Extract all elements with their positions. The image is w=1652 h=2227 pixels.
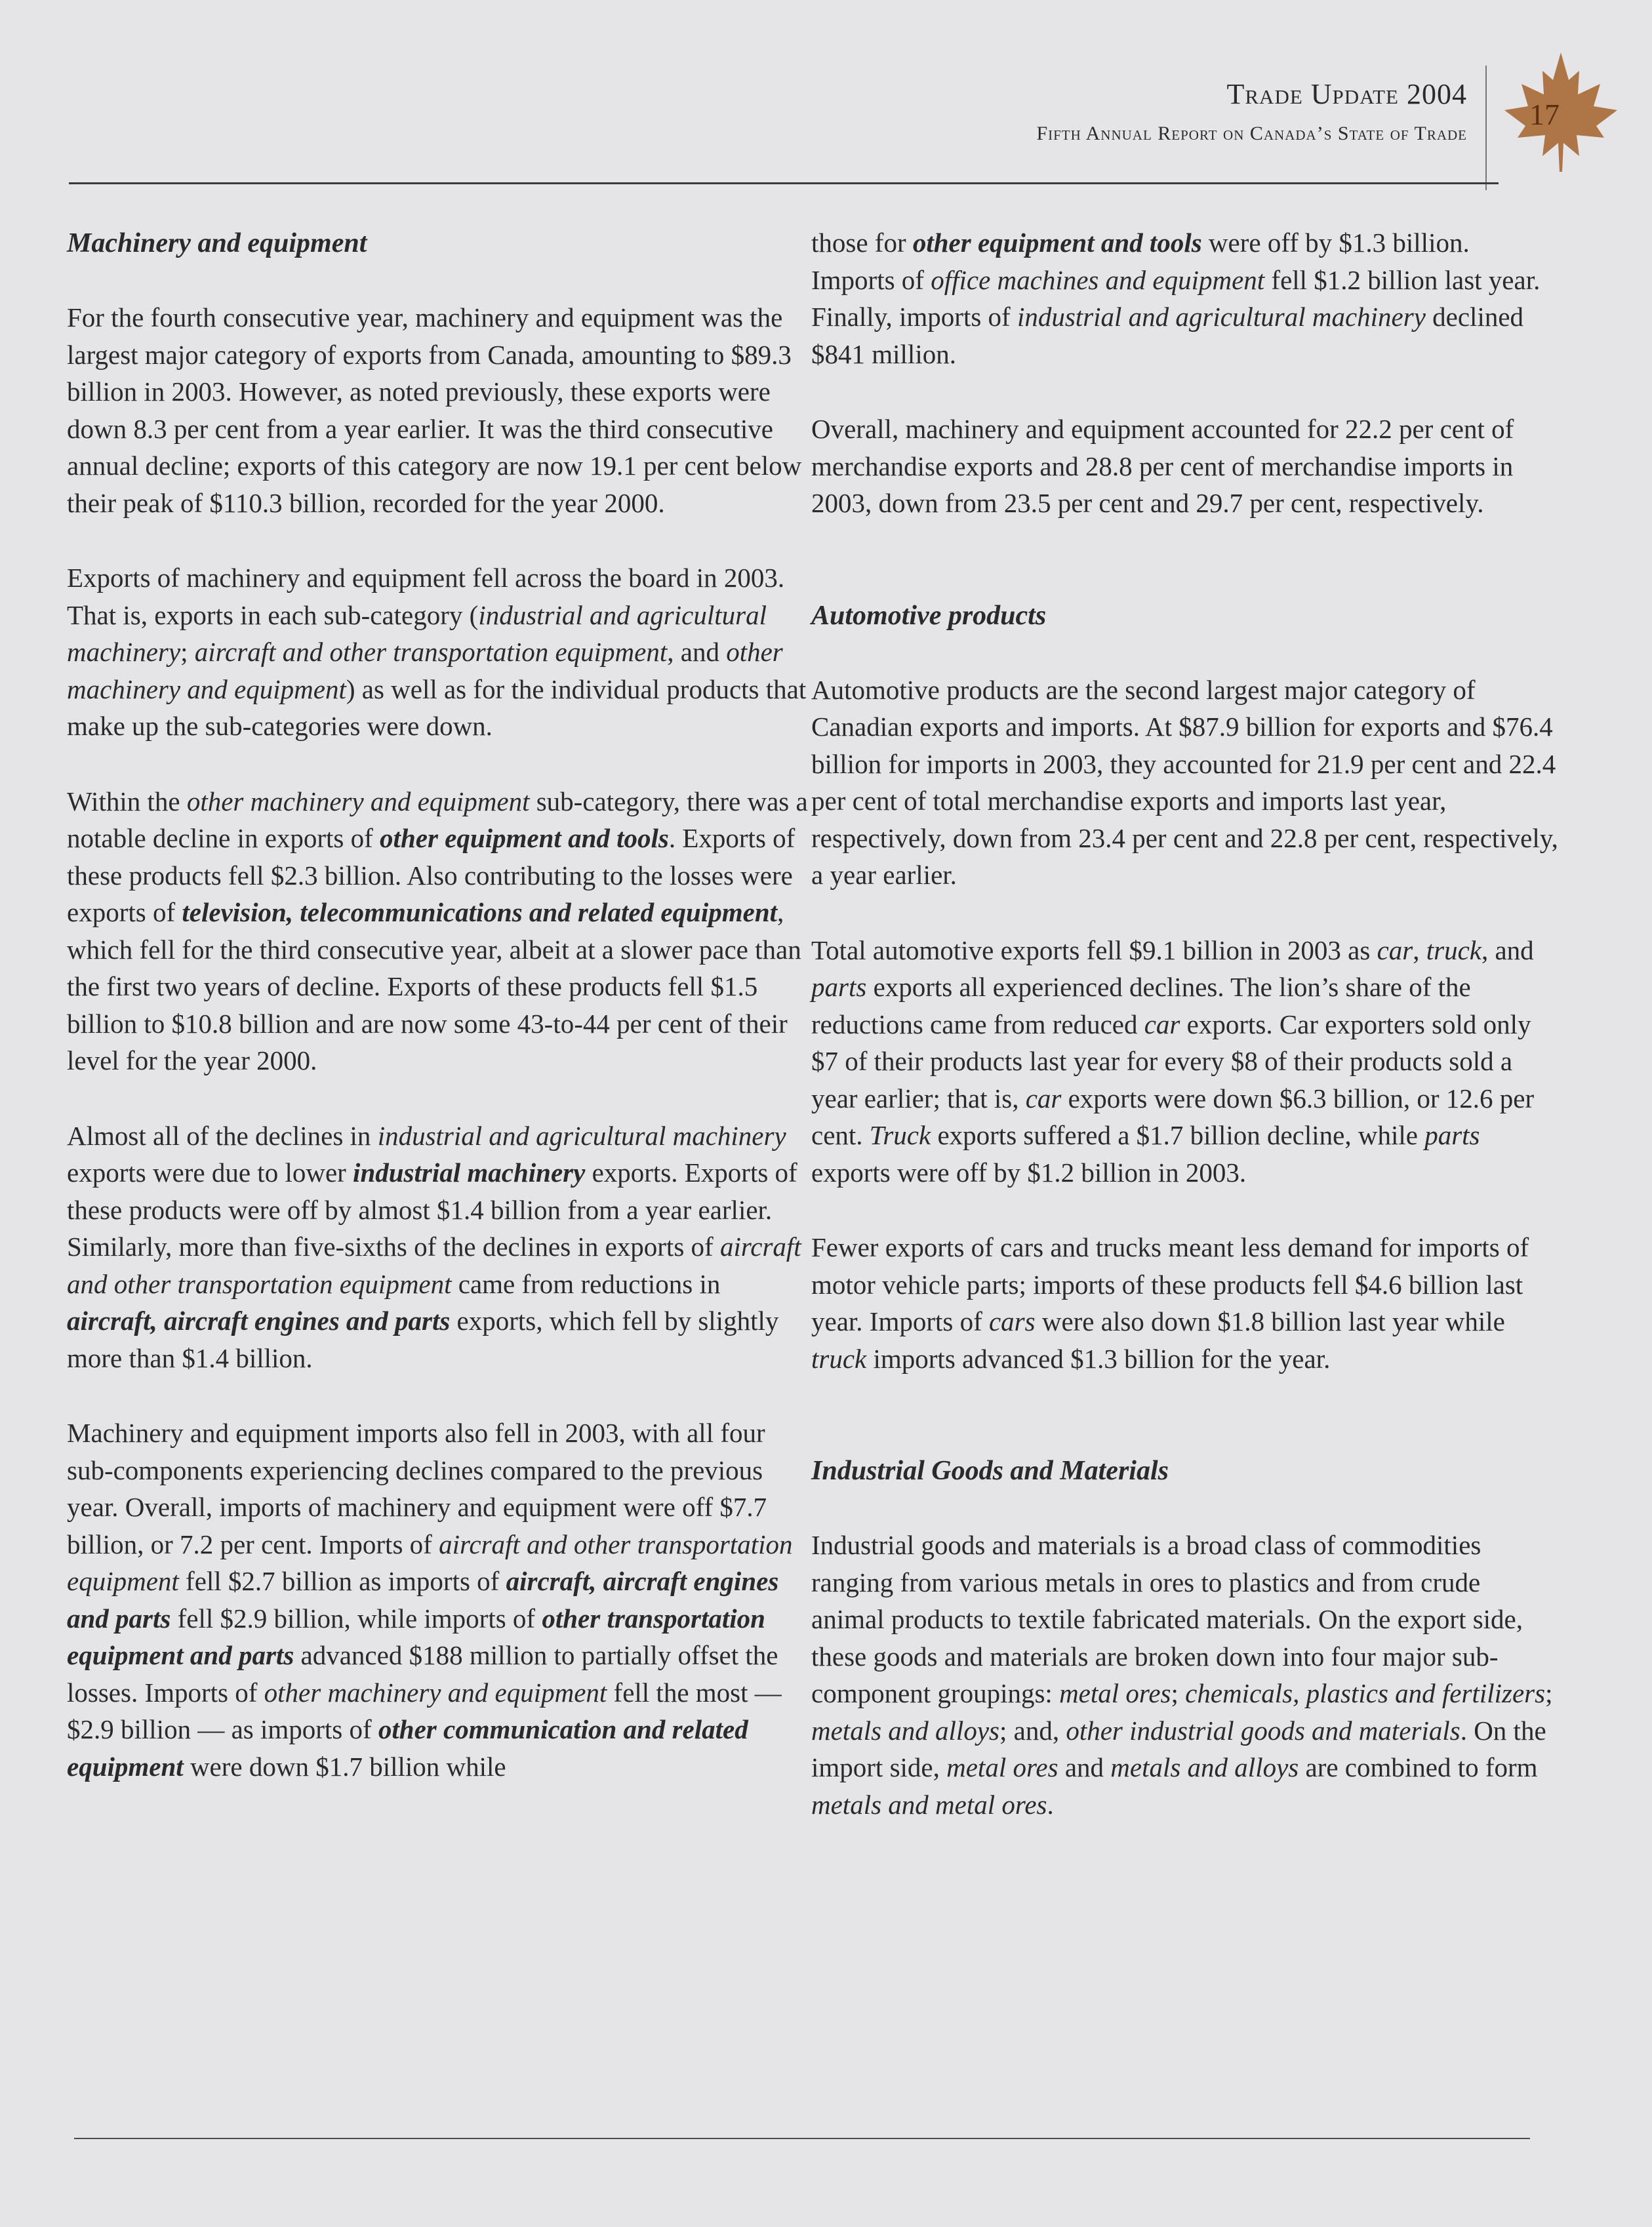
page-number: 17 — [1529, 98, 1560, 131]
section-heading-automotive: Automotive products — [811, 600, 1047, 631]
right-column — [811, 224, 1559, 1823]
paragraph: Fewer exports of cars and trucks meant less demand for imports of motor vehicle parts; imports of these products fell $4.6 billion last year. Imports of cars were also down $1.8 billion last year while truck imports advanced $1.3 billion for the year. — [811, 1232, 1529, 1374]
paragraph: Automotive products are the second largest major category of Canadian exports and imports. At $87.9 billion for exports and $76.4 billion for imports in 2003, they accounted for 21.9 per cent and 22.4 per cent of total merchandise exports and imports last year, respectively, down from 23.4 per cent and 22.8 per cent, respectively, a year earlier. — [811, 674, 1558, 890]
running-header — [1036, 77, 1467, 145]
left-column — [67, 224, 815, 1785]
paragraph: Exports of machinery and equipment fell across the board in 2003. That is, exports in each sub-category (industrial and agricultural machinery; aircraft and other transportation equipment, and other machinery and equipment) as well as for the individual products that make up the sub-categories were down. — [67, 563, 807, 741]
header-divider-vertical — [1485, 66, 1487, 190]
section-heading-industrial: Industrial Goods and Materials — [811, 1456, 1169, 1486]
report-title: Trade Update 2004 — [1226, 78, 1467, 110]
paragraph: For the fourth consecutive year, machinery and equipment was the largest major category of exports from Canada, amounting to $89.3 billion in 2003. However, as noted previously, these exports were down 8.3 per cent from a year earlier. It was the third consecutive annual decline; exports of this category are now 19.1 per cent below their peak of $110.3 billion, recorded for the year 2000. — [67, 302, 802, 518]
paragraph: Machinery and equipment imports also fell in 2003, with all four sub-components experiencing declines compared to the previous year. Overall, imports of machinery and equipment were off $7.7 billion, or 7.2 per cent. Imports of aircraft and other transportation equipment fell $2.7 billion as imports of aircraft, aircraft engines and parts fell $2.9 billion, while imports of other transportation equipment and parts advanced $188 million to partially offset the losses. Imports of other machinery and equipment fell the most — $2.9 billion — as imports of other communication and related equipment were down $1.7 billion while — [67, 1418, 793, 1782]
paragraph: Industrial goods and materials is a broad class of commodities ranging from various metals in ores to plastics and from crude animal products to textile fabricated materials. On the export side, these goods and materials are broken down into four major sub-component groupings: metal ores; chemicals, plastics and fertilizers; metals and alloys; and, other industrial goods and materials. On the import side, metal ores and metals and alloys are combined to form metals and metal ores. — [811, 1530, 1553, 1820]
paragraph: those for other equipment and tools were off by $1.3 billion. Imports of office machines and equipment fell $1.2 billion last year. Finally, imports of industrial and agricultural machinery declined $841 million. — [811, 228, 1541, 369]
section-heading-machinery: Machinery and equipment — [67, 228, 367, 258]
paragraph: Overall, machinery and equipment accounted for 22.2 per cent of merchandise exports and 28.8 per cent of merchandise imports in 2003, down from 23.5 per cent and 29.7 per cent, respectively. — [811, 414, 1514, 518]
footer-rule — [74, 2138, 1530, 2139]
paragraph: Total automotive exports fell $9.1 billion in 2003 as car, truck, and parts exports all experienced declines. The lion’s share of the reductions came from reduced car exports. Car exporters sold only $7 of their products last year for every $8 of their products sold a year earlier; that is, car exports were down $6.3 billion, or 12.6 per cent. Truck exports suffered a $1.7 billion decline, while parts exports were off by $1.2 billion in 2003. — [811, 934, 1535, 1188]
header-rule — [69, 182, 1499, 184]
maple-leaf-icon — [1495, 47, 1626, 178]
paragraph: Almost all of the declines in industrial and agricultural machinery exports were due to lower industrial machinery exports. Exports of these products were off by almost $1.4 billion from a year earlier. Similarly, more than five-sixths of the declines in exports of aircraft and other transportation equipment came from reductions in aircraft, aircraft engines and parts exports, which fell by slightly more than $1.4 billion. — [67, 1120, 801, 1373]
report-subtitle: Fifth Annual Report on Canada’s State of Trade — [1036, 122, 1467, 144]
paragraph: Within the other machinery and equipment sub-category, there was a notable decline in exports of other equipment and tools. Exports of these products fell $2.3 billion. Also contributing to the losses were exports of television, telecommunications and related equipment, which fell for the third consecutive year, albeit at a slower pace than the first two years of decline. Exports of these products fell $1.5 billion to $10.8 billion and are now some 43-to-44 per cent of their level for the year 2000. — [67, 786, 808, 1075]
